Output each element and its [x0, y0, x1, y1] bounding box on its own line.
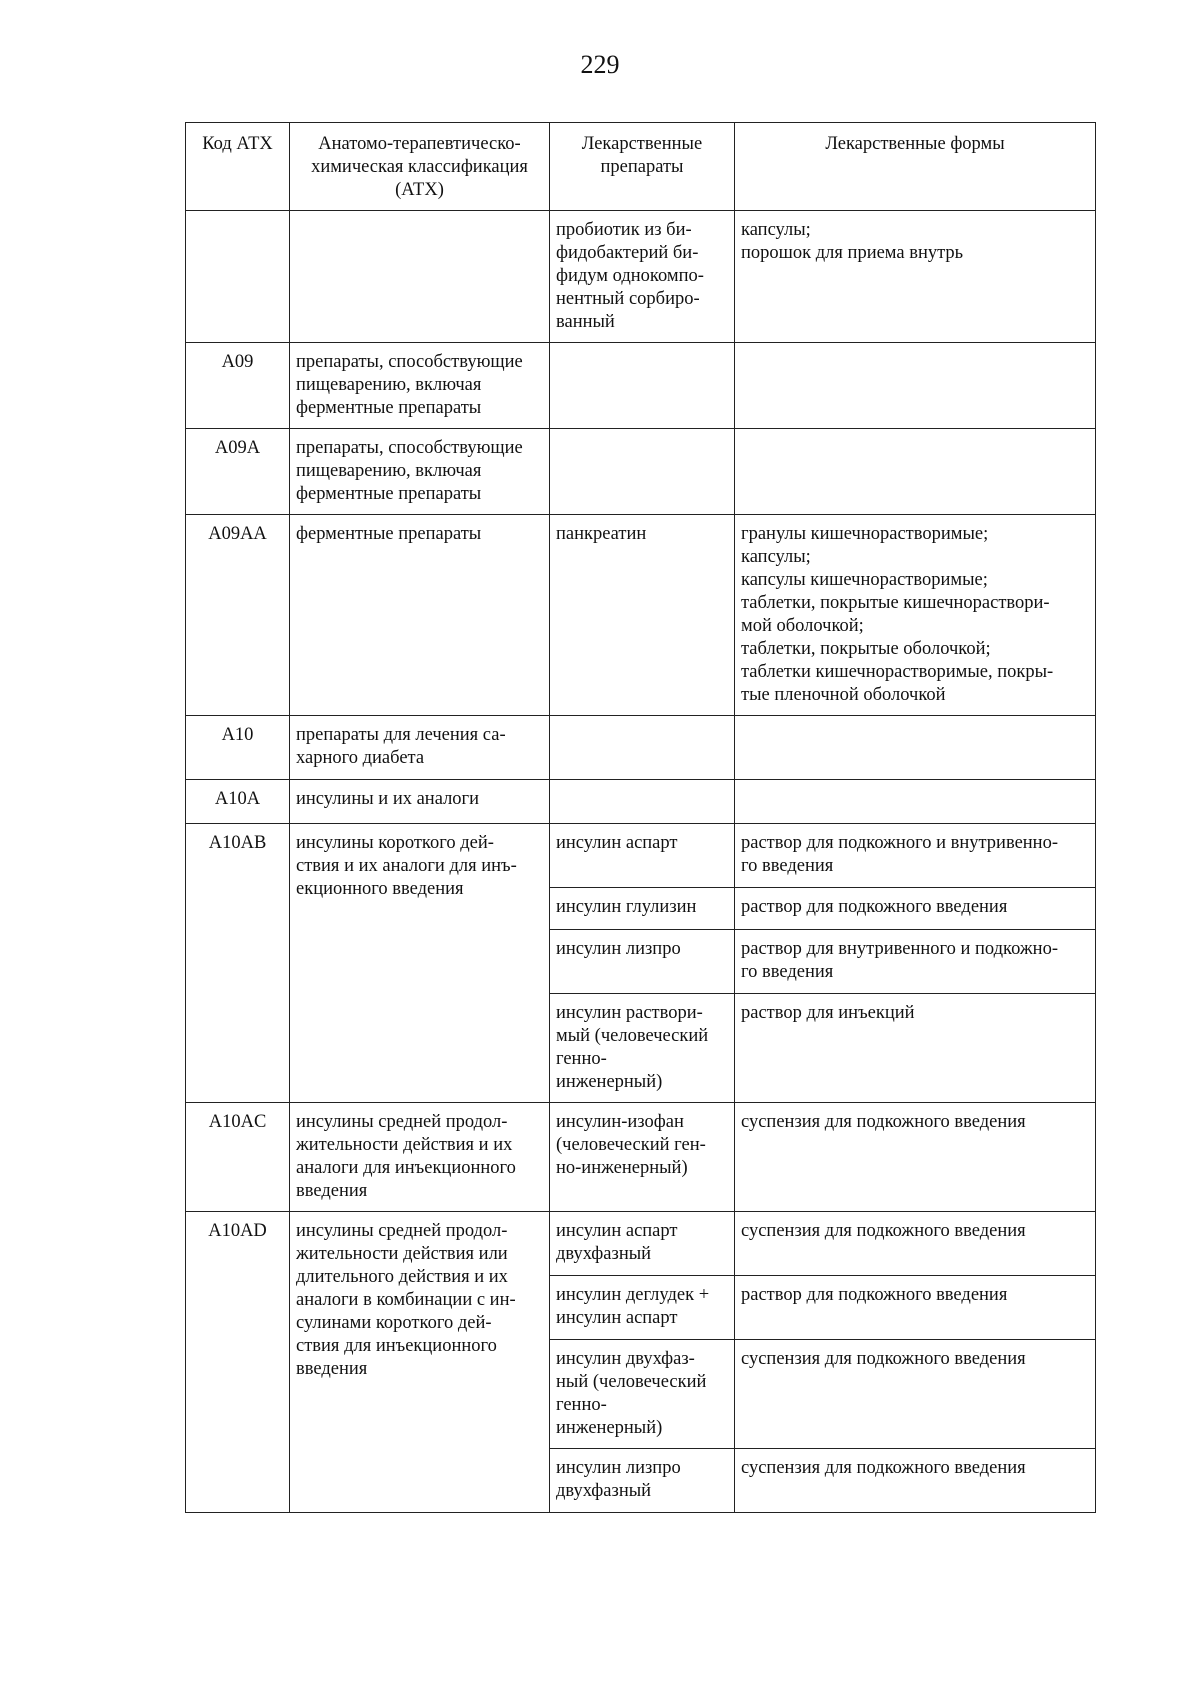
- drug-cell: [550, 429, 735, 515]
- code-cell: A09: [186, 343, 290, 429]
- table-row: [186, 429, 1096, 515]
- classification-cell: инсулины и их аналоги: [290, 780, 550, 824]
- table-header-row: [186, 123, 1096, 211]
- code-cell: A10AB: [186, 824, 290, 1103]
- form-item: таблетки, покрытые оболочкой;: [741, 639, 991, 659]
- page-number: 229: [580, 50, 620, 79]
- forms-cell: раствор для подкожного введения: [735, 1276, 1096, 1340]
- classification-cell: ферментные препараты: [290, 515, 550, 716]
- classification-cell: инсулины средней продол- жительности действия или длительного действия и их аналоги в комбинации с ин- сулинами короткого дей- ствия для инъекционного введения: [290, 1212, 550, 1513]
- forms-cell: суспензия для подкожного введения: [735, 1212, 1096, 1276]
- table-row: [186, 1212, 1096, 1276]
- table-row: [186, 716, 1096, 780]
- drug-cell: инсулин раствори- мый (человеческий генно- инженерный): [550, 994, 735, 1103]
- forms-cell: [735, 716, 1096, 780]
- forms-cell: раствор для инъекций: [735, 994, 1096, 1103]
- code-cell: A09A: [186, 429, 290, 515]
- forms-cell: [735, 780, 1096, 824]
- drug-cell: [550, 716, 735, 780]
- drug-cell: инсулин глулизин: [550, 888, 735, 930]
- table-row: [186, 1103, 1096, 1212]
- forms-cell: раствор для внутривенного и подкожно- го введения: [735, 930, 1096, 994]
- header-code: Код АТХ: [186, 123, 290, 211]
- classification-cell: препараты для лечения са- харного диабета: [290, 716, 550, 780]
- drug-cell: панкреатин: [550, 515, 735, 716]
- code-cell: A10A: [186, 780, 290, 824]
- drug-cell: [550, 343, 735, 429]
- table-row: [186, 211, 1096, 343]
- form-item: капсулы;: [741, 220, 811, 240]
- forms-cell: суспензия для подкожного введения: [735, 1103, 1096, 1212]
- table-row: [186, 780, 1096, 824]
- code-cell: A10AC: [186, 1103, 290, 1212]
- header-forms: Лекарственные формы: [735, 123, 1096, 211]
- form-item: тые пленочной оболочкой: [741, 685, 946, 705]
- code-cell: [186, 211, 290, 343]
- classification-cell: препараты, способствующие пищеварению, включая ферментные препараты: [290, 429, 550, 515]
- forms-cell: [735, 429, 1096, 515]
- drug-cell: инсулин аспарт: [550, 824, 735, 888]
- forms-cell: раствор для подкожного введения: [735, 888, 1096, 930]
- form-item: капсулы кишечнорастворимые;: [741, 570, 988, 590]
- form-item: порошок для приема внутрь: [741, 243, 964, 263]
- form-item: капсулы;: [741, 547, 811, 567]
- drug-cell: инсулин аспарт двухфазный: [550, 1212, 735, 1276]
- atx-table: [185, 122, 1096, 1513]
- forms-cell: [735, 343, 1096, 429]
- table-row: [186, 824, 1096, 888]
- classification-cell: [290, 211, 550, 343]
- table-row: [186, 515, 1096, 716]
- code-cell: A09AA: [186, 515, 290, 716]
- classification-cell: инсулины короткого дей- ствия и их аналоги для инъ- екционного введения: [290, 824, 550, 1103]
- form-item: гранулы кишечнорастворимые;: [741, 524, 989, 544]
- header-drugs: Лекарственные препараты: [550, 123, 735, 211]
- drug-cell: пробиотик из би- фидобактерий би- фидум однокомпо- нентный сорбиро- ванный: [550, 211, 735, 343]
- drug-cell: [550, 780, 735, 824]
- forms-cell: суспензия для подкожного введения: [735, 1340, 1096, 1449]
- table-row: [186, 343, 1096, 429]
- code-cell: A10: [186, 716, 290, 780]
- drug-cell: инсулин лизпро: [550, 930, 735, 994]
- drug-cell: инсулин лизпро двухфазный: [550, 1449, 735, 1513]
- forms-cell: раствор для подкожного и внутривенно- го введения: [735, 824, 1096, 888]
- form-item: таблетки, покрытые кишечнораствори-: [741, 593, 1050, 613]
- drug-cell: инсулин деглудек + инсулин аспарт: [550, 1276, 735, 1340]
- code-cell: A10AD: [186, 1212, 290, 1513]
- drug-cell: инсулин двухфаз- ный (человеческий генно- инженерный): [550, 1340, 735, 1449]
- forms-cell: [735, 515, 1096, 716]
- forms-cell: [735, 211, 1096, 343]
- header-classification: Анатомо-терапевтическо- химическая классификация (АТХ): [290, 123, 550, 211]
- drug-cell: инсулин-изофан (человеческий ген- но-инженерный): [550, 1103, 735, 1212]
- forms-cell: суспензия для подкожного введения: [735, 1449, 1096, 1513]
- form-item: мой оболочкой;: [741, 616, 864, 636]
- classification-cell: препараты, способствующие пищеварению, включая ферментные препараты: [290, 343, 550, 429]
- classification-cell: инсулины средней продол- жительности действия и их аналоги для инъекционного введения: [290, 1103, 550, 1212]
- form-item: таблетки кишечнорастворимые, покры-: [741, 662, 1054, 682]
